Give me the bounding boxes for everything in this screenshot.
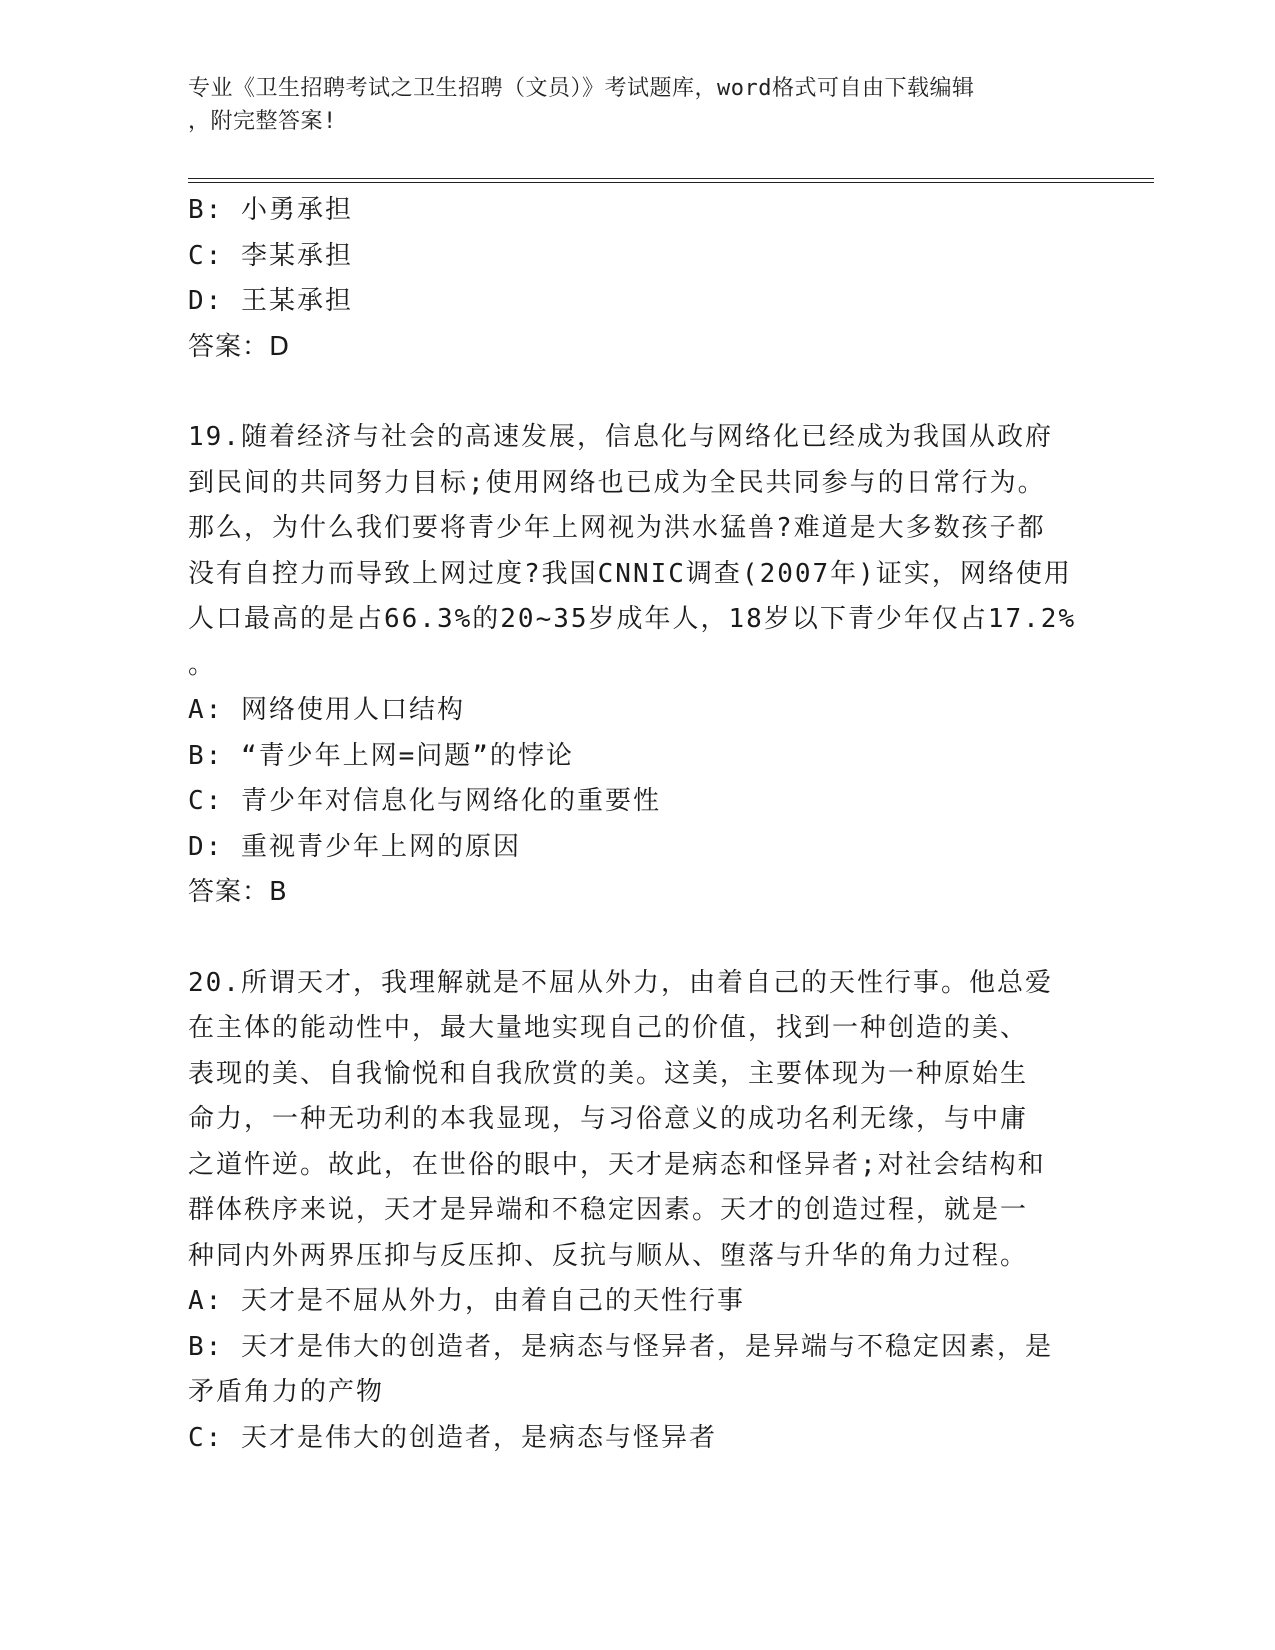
option-d: D: 王某承担 — [188, 286, 353, 316]
question-stem-line: 群体秩序来说，天才是异端和不稳定因素。天才的创造过程，就是一 — [188, 1195, 1029, 1225]
spacer — [188, 916, 1088, 961]
header-rule-top — [188, 178, 1154, 179]
question-stem-line: 表现的美、自我愉悦和自我欣赏的美。这美，主要体现为一种原始生 — [188, 1058, 1029, 1089]
question-20 — [188, 961, 1088, 1462]
header-line-2: ，附完整答案! — [188, 109, 337, 134]
answer-label: 答案：D — [188, 331, 291, 362]
document-body — [188, 188, 1088, 1461]
header-line-1: 专业《卫生招聘考试之卫生招聘（文员）》考试题库，word格式可自由下载编辑 — [188, 76, 975, 101]
option-b: B: 小勇承担 — [188, 195, 353, 225]
question-stem-line: 。 — [188, 649, 217, 680]
page-header — [188, 72, 1088, 138]
question-stem-line: 种同内外两界压抑与反压抑、反抗与顺从、堕落与升华的角力过程。 — [188, 1240, 1029, 1271]
question-stem-line: 到民间的共同努力目标;使用网络也已成为全民共同参与的日常行为。 — [188, 467, 1046, 498]
question-stem-line: 命力，一种无功利的本我显现，与习俗意义的成功名利无缘，与中庸 — [188, 1104, 1029, 1134]
option-b-continued: 矛盾角力的产物 — [188, 1377, 385, 1407]
question-stem-line: 之道忤逆。故此，在世俗的眼中，天才是病态和怪异者;对社会结构和 — [188, 1149, 1046, 1180]
option-c: C: 青少年对信息化与网络化的重要性 — [188, 786, 661, 816]
option-c: C: 李某承担 — [188, 240, 353, 271]
answer-label: 答案：B — [188, 877, 288, 907]
question-stem-line: 那么，为什么我们要将青少年上网视为洪水猛兽?难道是大多数孩子都 — [188, 513, 1046, 543]
spacer — [188, 370, 1088, 415]
question-stem-line: 20.所谓天才，我理解就是不屈从外力，由着自己的天性行事。他总爱 — [188, 967, 1053, 998]
option-b: B: “青少年上网=问题”的悖论 — [188, 740, 574, 771]
question-19 — [188, 415, 1088, 916]
prev-question-block — [188, 188, 1088, 370]
option-a: A: 网络使用人口结构 — [188, 695, 465, 725]
header-rule-bottom — [188, 182, 1154, 183]
question-stem-line: 在主体的能动性中，最大量地实现自己的价值，找到一种创造的美、 — [188, 1013, 1029, 1043]
option-a: A: 天才是不屈从外力，由着自己的天性行事 — [188, 1286, 745, 1316]
question-stem-line: 没有自控力而导致上网过度?我国CNNIC调查(2007年)证实，网络使用 — [188, 558, 1072, 589]
option-b: B: 天才是伟大的创造者，是病态与怪异者，是异端与不稳定因素，是 — [188, 1331, 1053, 1362]
question-stem-line: 人口最高的是占66.3%的20~35岁成年人，18岁以下青少年仅占17.2% — [188, 604, 1077, 634]
question-stem-line: 19.随着经济与社会的高速发展，信息化与网络化已经成为我国从政府 — [188, 422, 1053, 452]
option-d: D: 重视青少年上网的原因 — [188, 831, 521, 862]
option-c: C: 天才是伟大的创造者，是病态与怪异者 — [188, 1422, 717, 1453]
